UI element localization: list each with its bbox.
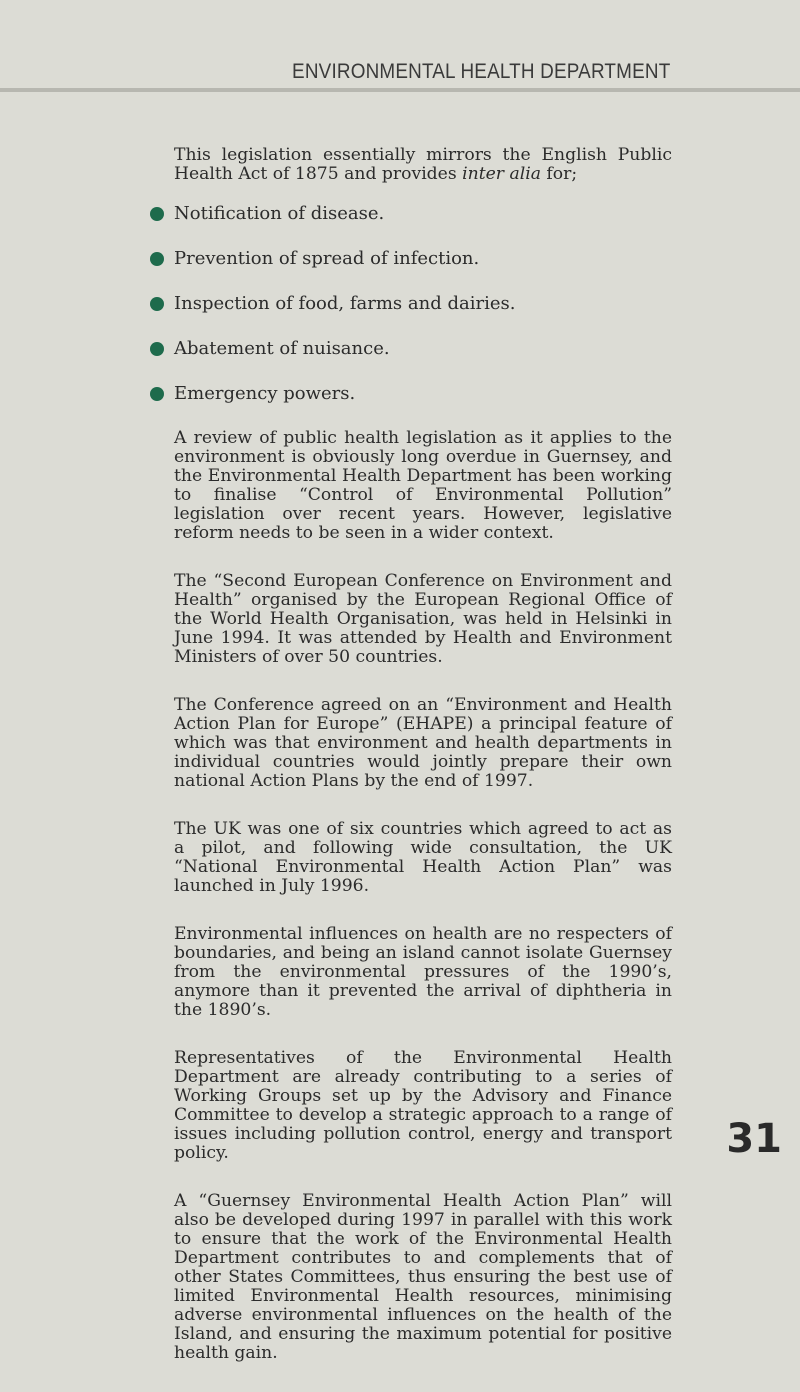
bullet-item <box>174 249 672 269</box>
intro-text-after: for; <box>540 164 578 184</box>
bullet-dot-icon <box>150 252 164 266</box>
body-paragraph-influences: Environmental influences on health are no respecters of boundaries, and being an island cannot isolate Guernsey from the environmental pressures of the 1990’s, anymore than it prevented the arrival of diphtheria in the 1890’s. <box>174 924 672 1020</box>
bullet-dot-icon <box>150 207 164 221</box>
bullet-text: Emergency powers. <box>174 383 356 404</box>
body-paragraph-ehape: The Conference agreed on an “Environment and Health Action Plan for Europe” (EHAPE) a principal feature of which was that environment and health departments in individual countries would jointly prepare their own national Action Plans by the end of 1997. <box>174 695 672 791</box>
body-paragraph-uk-pilot: The UK was one of six countries which agreed to act as a pilot, and following wide consultation, the UK “National Environmental Health Action Plan” was launched in July 1996. <box>174 819 672 896</box>
bullet-text: Notification of disease. <box>174 203 385 224</box>
bullet-list <box>174 204 672 404</box>
bullet-dot-icon <box>150 297 164 311</box>
bullet-text: Inspection of food, farms and dairies. <box>174 293 516 314</box>
bullet-item <box>174 339 672 359</box>
body-paragraph-working-groups: Representatives of the Environmental Health Department are already contributing to a series of Working Groups set up by the Advisory and Finance Committee to develop a strategic approach to a range of issues including pollution control, energy and transport policy. <box>174 1048 672 1163</box>
intro-italic: inter alia <box>462 164 541 184</box>
header-rule <box>0 88 800 92</box>
bullet-text: Prevention of spread of infection. <box>174 248 480 269</box>
body-paragraph-conference: The “Second European Conference on Environment and Health” organised by the European Regional Office of the World Health Organisation, was held in Helsinki in June 1994. It was attended by Health and Environment Ministers of over 50 countries. <box>174 571 672 667</box>
bullet-dot-icon <box>150 387 164 401</box>
bullet-text: Abatement of nuisance. <box>174 338 390 359</box>
intro-paragraph <box>174 146 672 184</box>
page-header <box>0 0 800 92</box>
intro-text-before: This legislation essentially mirrors the English Public Health Act of 1875 and provides <box>174 145 672 184</box>
body-paragraph-action-plan: A “Guernsey Environmental Health Action Plan” will also be developed during 1997 in parallel with this work to ensure that the work of the Environmental Health Department contributes to and complements that of other States Committees, thus ensuring the best use of limited Environmental Health resources, minimising adverse environmental influences on the health of the Island, and ensuring the maximum potential for positive health gain. <box>174 1191 672 1363</box>
page-number: 31 <box>726 1116 782 1162</box>
bullet-dot-icon <box>150 342 164 356</box>
page-content <box>174 146 672 1392</box>
body-paragraph-review: A review of public health legislation as it applies to the environment is obviously long overdue in Guernsey, and the Environmental Health Department has been working to finalise “Control of Environmental Pollution” legislation over recent years. However, legislative reform needs to be seen in a wider context. <box>174 428 672 543</box>
bullet-item <box>174 384 672 404</box>
bullet-item <box>174 204 672 224</box>
bullet-item <box>174 294 672 314</box>
department-title: ENVIRONMENTAL HEALTH DEPARTMENT <box>291 60 670 83</box>
